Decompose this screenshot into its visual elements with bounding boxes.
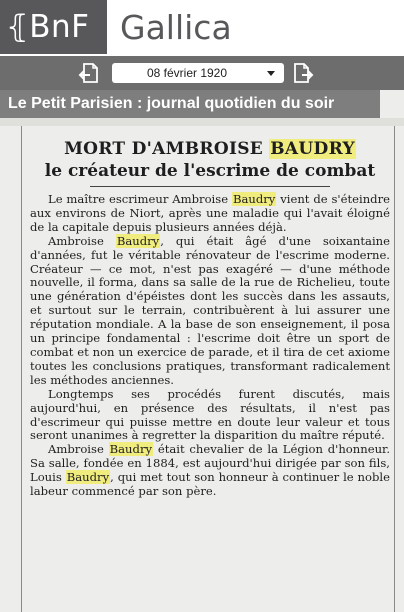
paragraph-text: Ambroise [48,442,109,457]
issue-date-select[interactable] [112,63,284,83]
column-rule-right [394,126,395,612]
issue-navigation-toolbar [0,56,404,90]
article-paragraph [30,235,390,388]
next-issue-icon[interactable] [292,62,314,84]
search-highlight: BAUDRY [270,139,355,159]
paragraph-text: Le maître escrimeur Ambroise [48,192,232,206]
article-paragraph [30,193,390,235]
chevron-down-icon [267,71,275,76]
headline-text: MORT D'AMBROISE [64,139,270,159]
column-rule-left [21,126,22,612]
article-paragraph: Longtemps ses procédés furent discutés, mais aujourd'hui, en présence des résultats, il n'est pas d'escrimeur qui puisse mettre en doute leur valeur et tous seront unanimes à regretter la disparition du maître réputé. [30,386,390,443]
gallica-title[interactable]: Gallica [120,8,232,47]
previous-issue-icon[interactable] [78,62,100,84]
site-header [0,0,404,54]
paragraph-text: , qui était âgé d'une soixantaine d'années, fut le véritable rénovateur de l'escrime moderne. Créateur — ce mot, n'est pas exagéré — d'une méthode nouvelle, il forma, dans sa salle de la rue de Richelieu, toute une génération d'épéistes dont les succès dans les assauts, et surtout sur le terrain, contribuèrent à lui assurer une réputation mondiale. A la base de son enseignement, il posa un principe fondamental : l'escrime doit être un sport de combat et non un exercice de parade, et il tira de cet axiome toutes les conclusions pratiques, transformant radicalement les méthodes anciennes. [30,233,390,387]
search-highlight: Baudry [109,442,153,457]
headline-rule [90,186,330,187]
article-headline [30,138,390,160]
document-title: Le Petit Parisien : journal quotidien du soir [0,90,380,118]
paragraph-text: était chevalier de la Légion d'honneur. Sa salle, fondée en 1884, est aujourd'hui dirigée par son fils, Louis [30,442,390,485]
bnf-logo[interactable]: ⦃BnF [0,0,107,54]
search-highlight: Baudry [116,233,160,248]
article-scan [30,138,390,499]
paragraph-text: , qui met tout son honneur à continuer le noble labeur commencé par son père. [30,470,390,499]
article-paragraph [30,443,390,499]
paragraph-text: Ambroise [48,233,116,248]
search-highlight: Baudry [232,192,276,206]
document-viewer[interactable] [0,90,404,612]
paragraph-text: vient de s'éteindre aux environs de Niort, après une maladie qui l'avait éloigné de la capitale depuis plusieurs années déjà. [30,192,390,234]
scan-edge [0,118,404,126]
search-highlight: Baudry [66,470,110,485]
article-subhead: le créateur de l'escrime de combat [44,161,376,181]
issue-date-value: 08 février 1920 [146,66,228,80]
